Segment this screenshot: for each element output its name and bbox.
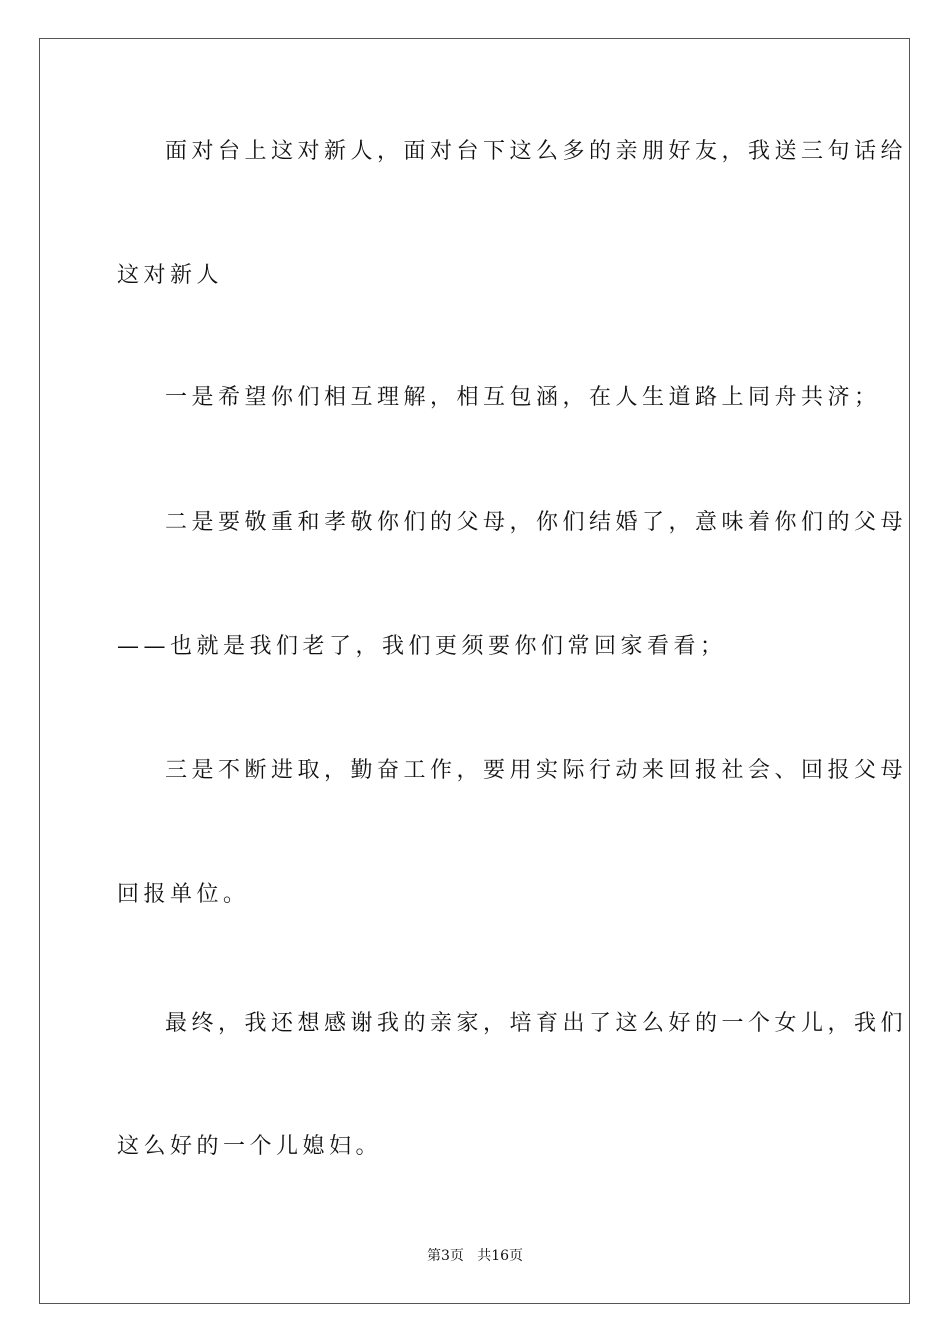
- paragraph-1-line-1: 面对台上这对新人，面对台下这么多的亲朋好友，我送三句话给: [165, 139, 908, 164]
- paragraph-1-line-2: 这对新人: [117, 263, 224, 288]
- paragraph-4-line-2: 回报单位。: [117, 882, 250, 907]
- page-border: [39, 38, 910, 1304]
- paragraph-2-line-1: 一是希望你们相互理解，相互包涵，在人生道路上同舟共济；: [165, 385, 881, 410]
- paragraph-4-line-1: 三是不断进取，勤奋工作，要用实际行动来回报社会、回报父母: [165, 758, 908, 783]
- paragraph-3-line-2: ——也就是我们老了，我们更须要你们常回家看看；: [117, 634, 727, 659]
- page-number-footer: 第3页 共16页: [426, 1248, 524, 1264]
- paragraph-5-line-2: 这么好的一个儿媳妇。: [117, 1134, 383, 1159]
- paragraph-5-line-1: 最终，我还想感谢我的亲家，培育出了这么好的一个女儿，我们: [165, 1011, 908, 1036]
- paragraph-3-line-1: 二是要敬重和孝敬你们的父母，你们结婚了，意味着你们的父母: [165, 510, 908, 535]
